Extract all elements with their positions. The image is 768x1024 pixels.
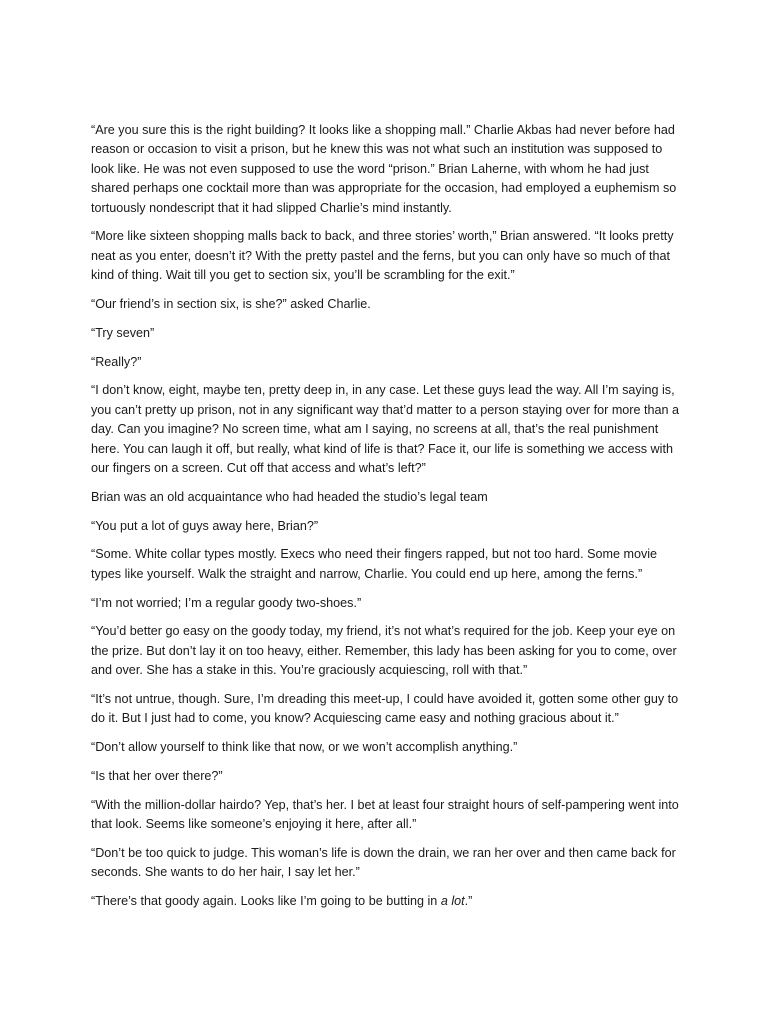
paragraph-12: “It’s not untrue, though. Sure, I’m dreading this meet-up, I could have avoided it, gotten some other guy to do it. But I just had to come, you know? Acquiescing came easy and nothing gracious about it.” xyxy=(91,692,679,726)
paragraph-16: “Don’t be too quick to judge. This woman’s life is down the drain, we ran her over and then came back for seconds. She wants to do her hair, I say let her.” xyxy=(91,846,676,880)
paragraph-2: “More like sixteen shopping malls back to back, and three stories’ worth,” Brian answered. “It looks pretty neat as you enter, doesn’t it? With the pretty pastel and the ferns, but you can only have so much of that kind of thing. Wait till you get to section six, you’ll be scrambling for the exit.” xyxy=(91,229,674,283)
paragraph-17 xyxy=(91,892,681,911)
paragraph-3: “Our friend’s in section six, is she?” asked Charlie. xyxy=(91,297,371,312)
document-page xyxy=(91,121,681,921)
paragraph-11: “You’d better go easy on the goody today, my friend, it’s not what’s required for the job. Keep your eye on the prize. But don’t lay it on too heavy, either. Remember, this lady has been asking for you to come, over and over. She has a stake in this. You’re graciously acquiescing, roll with that.” xyxy=(91,624,677,678)
paragraph-5: “Really?” xyxy=(91,354,142,369)
paragraph-4: “Try seven” xyxy=(91,325,155,340)
paragraph-9: “Some. White collar types mostly. Execs who need their fingers rapped, but not too hard. Some movie types like yourself. Walk the straight and narrow, Charlie. You could end up here, among the ferns.” xyxy=(91,547,658,581)
paragraph-14: “Is that her over there?” xyxy=(91,769,223,784)
paragraph-17-text-before: “There’s that goody again. Looks like I’m going to be butting in xyxy=(91,894,441,909)
paragraph-7: Brian was an old acquaintance who had headed the studio’s legal team xyxy=(91,489,488,504)
paragraph-1: “Are you sure this is the right building? It looks like a shopping mall.” Charlie Akbas had never before had reason or occasion to visit a prison, but he knew this was not what such an institution was supposed to look like. He was not even supposed to use the word “prison.” Brian Laherne, with whom he had just shared perhaps one cocktail more than was appropriate for the occasion, had employed a euphemism so tortuously nondescript that it had slipped Charlie’s mind instantly. xyxy=(91,123,677,215)
paragraph-13: “Don’t allow yourself to think like that now, or we won’t accomplish anything.” xyxy=(91,740,518,755)
paragraph-6: “I don’t know, eight, maybe ten, pretty deep in, in any case. Let these guys lead the way. All I’m saying is, you can’t pretty up prison, not in any significant way that’d matter to a person staying over for more than a day. Can you imagine? No screen time, what am I saying, no screens at all, that’s the real punishment here. You can laugh it off, but really, what kind of life is that? Face it, our life is something we access with our fingers on a screen. Cut off that access and what’s left?” xyxy=(91,383,680,476)
paragraph-17-text-after: .” xyxy=(464,894,473,909)
paragraph-8: “You put a lot of guys away here, Brian?” xyxy=(91,518,319,533)
paragraph-15: “With the million-dollar hairdo? Yep, that’s her. I bet at least four straight hours of self-pampering went into that look. Seems like someone’s enjoying it here, after all.” xyxy=(91,797,679,832)
paragraph-17-emphasis: a lot xyxy=(440,894,465,909)
paragraph-10: “I’m not worried; I’m a regular goody two-shoes.” xyxy=(91,595,362,610)
